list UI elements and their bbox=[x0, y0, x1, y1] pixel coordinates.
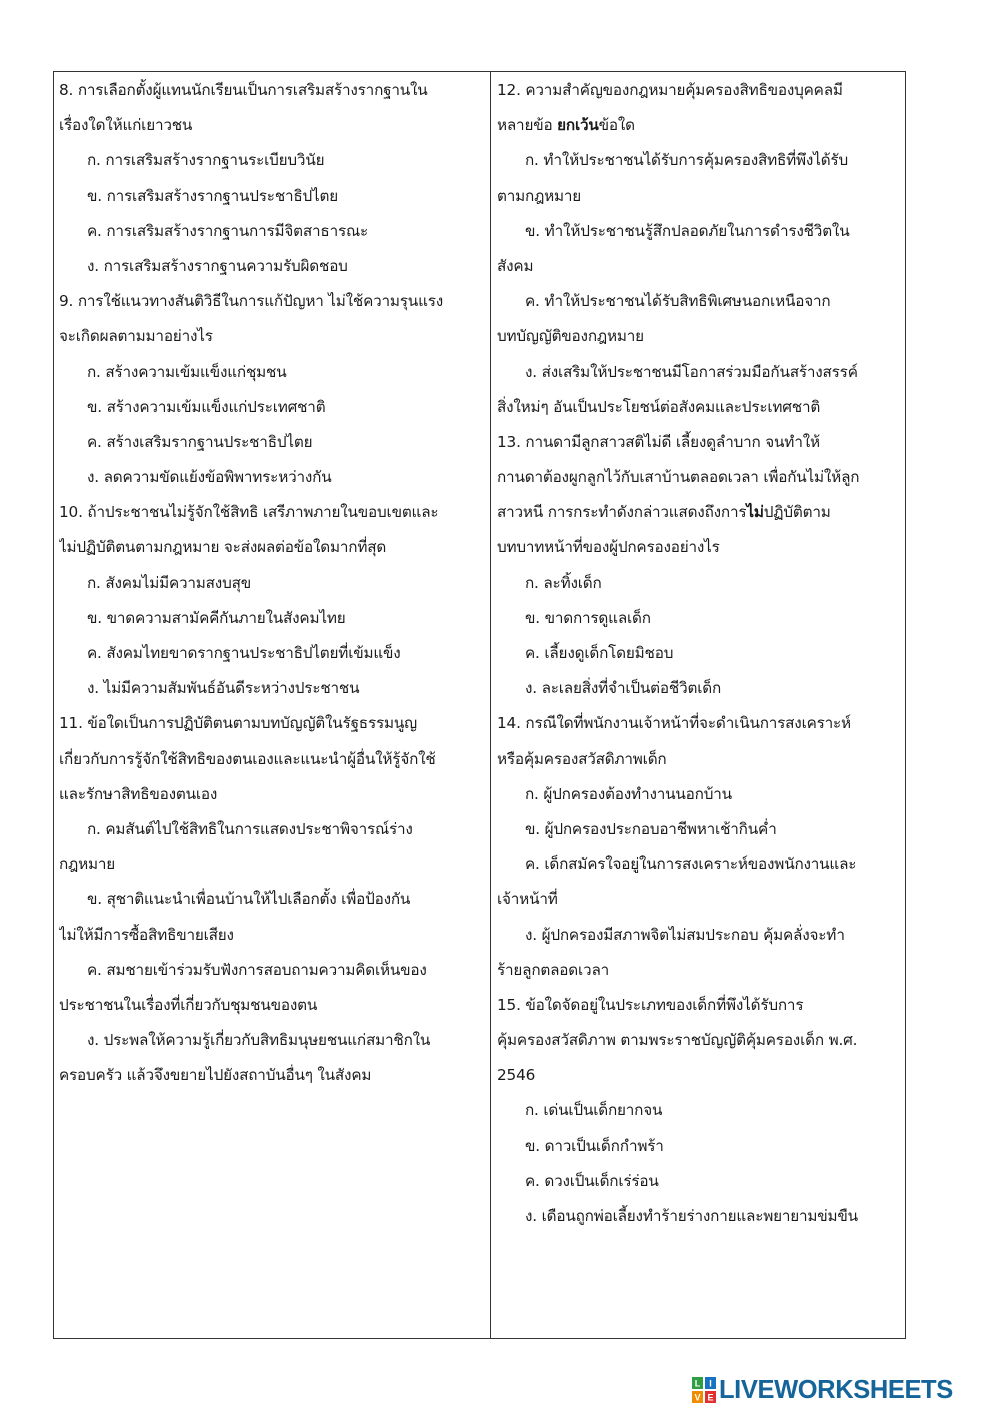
choice-b: ข. ดาวเป็นเด็กกำพร้า bbox=[525, 1136, 664, 1155]
question-text: หรือคุ้มครองสวัสดิภาพเด็ก bbox=[497, 749, 667, 768]
choice-a-cont: ตามกฎหมาย bbox=[497, 186, 582, 205]
liveworksheets-brand[interactable] bbox=[692, 1375, 953, 1405]
svg-text:I: I bbox=[709, 1378, 712, 1389]
choice-d: ง. ผู้ปกครองมีสภาพจิตไม่สมประกอบ คุ้มคลั่งจะทำ bbox=[525, 925, 845, 944]
question-text: 15. ข้อใดจัดอยู่ในประเภทของเด็กที่พึงได้รับการ bbox=[497, 995, 804, 1014]
choice-c: ค. การเสริมสร้างรากฐานการมีจิตสาธารณะ bbox=[87, 221, 368, 240]
choice-d-cont: ครอบครัว แล้วจึงขยายไปยังสถาบันอื่นๆ ในสังคม bbox=[59, 1066, 372, 1085]
choice-d-cont: สิ่งใหม่ๆ อันเป็นประโยชน์ต่อสังคมและประเทศชาติ bbox=[497, 397, 821, 416]
brand-name: LIVEWORKSHEETS bbox=[719, 1375, 953, 1404]
choice-b-cont: ไม่ให้มีการซื้อสิทธิขายเสียง bbox=[59, 925, 234, 944]
question-text: ไม่ปฏิบัติตนตามกฎหมาย จะส่งผลต่อข้อใดมากที่สุด bbox=[59, 538, 387, 557]
question-text: 14. กรณีใดที่พนักงานเจ้าหน้าที่จะดำเนินการสงเคราะห์ bbox=[497, 714, 851, 733]
choice-c: ค. สมชายเข้าร่วมรับฟังการสอบถามความคิดเห็นของ bbox=[87, 960, 427, 979]
choice-c: ค. เด็กสมัครใจอยู่ในการสงเคราะห์ของพนักงานและ bbox=[525, 855, 857, 874]
question-11 bbox=[59, 706, 486, 1093]
choice-c: ค. เลี้ยงดูเด็กโดยมิชอบ bbox=[525, 644, 674, 662]
choice-b: ข. สร้างความเข้มแข็งแก่ประเทศชาติ bbox=[87, 397, 326, 416]
question-text: เกี่ยวกับการรู้จักใช้สิทธิของตนเองและแนะนำผู้อื่นให้รู้จักใช้ bbox=[59, 749, 436, 768]
question-text: เรื่องใดให้แก่เยาวชน bbox=[59, 116, 193, 135]
choice-c: ค. ดวงเป็นเด็กเร่ร่อน bbox=[525, 1171, 659, 1190]
text-run: หลายข้อ bbox=[497, 116, 558, 135]
choice-b: ข. สุชาติแนะนำเพื่อนบ้านให้ไปเลือกตั้ง เพื่อป้องกัน bbox=[87, 890, 411, 909]
question-text bbox=[497, 495, 901, 530]
choice-d: ง. ประพลให้ความรู้เกี่ยวกับสิทธิมนุษยชนแก่สมาชิกใน bbox=[87, 1031, 431, 1050]
worksheet-table bbox=[53, 71, 906, 1339]
question-10 bbox=[59, 495, 486, 706]
choice-a-cont: กฎหมาย bbox=[59, 855, 116, 874]
question-text: จะเกิดผลตามมาอย่างไร bbox=[59, 327, 213, 346]
text-run: สาวหนี การกระทำดังกล่าวแสดงถึงการ bbox=[497, 503, 747, 522]
left-column bbox=[54, 72, 491, 1338]
choice-b: ข. ผู้ปกครองประกอบอาชีพหาเช้ากินค่ำ bbox=[525, 819, 777, 838]
choice-d: ง. ส่งเสริมให้ประชาชนมีโอกาสร่วมมือกันสร้างสรรค์ bbox=[525, 362, 858, 381]
question-text: 13. กานดามีลูกสาวสติไม่ดี เลี้ยงดูลำบาก จนทำให้ bbox=[497, 432, 820, 451]
choice-d-cont: ร้ายลูกตลอดเวลา bbox=[497, 960, 610, 979]
question-text: 11. ข้อใดเป็นการปฏิบัติตนตามบทบัญญัติในรัฐธรรมนูญ bbox=[59, 714, 417, 733]
choice-a: ก. คมสันต์ไปใช้สิทธิในการแสดงประชาพิจารณ์ร่าง bbox=[87, 819, 413, 838]
choice-a: ก. ละทิ้งเด็ก bbox=[525, 573, 602, 592]
choice-a: ก. ทำให้ประชาชนได้รับการคุ้มครองสิทธิที่พึงได้รับ bbox=[525, 151, 848, 170]
right-column bbox=[491, 72, 905, 1338]
choice-a: ก. การเสริมสร้างรากฐานระเบียบวินัย bbox=[87, 151, 325, 170]
choice-b-cont: สังคม bbox=[497, 256, 534, 275]
svg-text:L: L bbox=[694, 1378, 701, 1389]
question-text: และรักษาสิทธิของตนเอง bbox=[59, 784, 218, 803]
choice-b: ข. ขาดความสามัคคีกันภายในสังคมไทย bbox=[87, 608, 346, 627]
choice-a: ก. ผู้ปกครองต้องทำงานนอกบ้าน bbox=[525, 784, 732, 803]
question-15 bbox=[497, 988, 901, 1234]
question-14 bbox=[497, 706, 901, 988]
choice-b: ข. ขาดการดูแลเด็ก bbox=[525, 608, 651, 627]
emphasis-text: ยกเว้น bbox=[557, 116, 599, 135]
choice-d: ง. ไม่มีความสัมพันธ์อันดีระหว่างประชาชน bbox=[87, 679, 360, 698]
choice-c: ค. สร้างเสริมรากฐานประชาธิปไตย bbox=[87, 432, 313, 451]
question-13 bbox=[497, 425, 901, 707]
choice-a: ก. เด่นเป็นเด็กยากจน bbox=[525, 1101, 663, 1120]
question-9 bbox=[59, 284, 486, 495]
question-text: 12. ความสำคัญของกฎหมายคุ้มครองสิทธิของบุคคลมี bbox=[497, 81, 843, 99]
choice-c: ค. สังคมไทยขาดรากฐานประชาธิปไตยที่เข้มแข็ง bbox=[87, 644, 401, 662]
choice-d: ง. เดือนถูกพ่อเลี้ยงทำร้ายร่างกายและพยายามข่มขืน bbox=[525, 1207, 858, 1225]
text-run: ปฏิบัติตาม bbox=[763, 503, 831, 522]
choice-d: ง. ลดความขัดแย้งข้อพิพาทระหว่างกัน bbox=[87, 468, 332, 487]
question-text bbox=[497, 108, 901, 143]
choice-c-cont: เจ้าหน้าที่ bbox=[497, 890, 558, 909]
question-12 bbox=[497, 73, 901, 425]
question-text: คุ้มครองสวัสดิภาพ ตามพระราชบัญญัติคุ้มครองเด็ก พ.ศ. bbox=[497, 1031, 858, 1050]
choice-b: ข. ทำให้ประชาชนรู้สึกปลอดภัยในการดำรงชีวิตใน bbox=[525, 221, 850, 240]
choice-d: ง. การเสริมสร้างรากฐานความรับผิดชอบ bbox=[87, 256, 348, 275]
text-run: ข้อใด bbox=[598, 116, 635, 135]
emphasis-text: ไม่ bbox=[746, 503, 764, 522]
svg-text:V: V bbox=[694, 1392, 701, 1403]
choice-c: ค. ทำให้ประชาชนได้รับสิทธิพิเศษนอกเหนือจาก bbox=[525, 292, 831, 311]
choice-d: ง. ละเลยสิ่งที่จำเป็นต่อชีวิตเด็ก bbox=[525, 679, 722, 698]
choice-b: ข. การเสริมสร้างรากฐานประชาธิปไตย bbox=[87, 186, 339, 205]
choice-a: ก. สร้างความเข้มแข็งแก่ชุมชน bbox=[87, 362, 287, 381]
question-text: 9. การใช้แนวทางสันติวิธีในการแก้ปัญหา ไม่ใช้ความรุนแรง bbox=[59, 292, 444, 311]
choice-a: ก. สังคมไม่มีความสงบสุข bbox=[87, 573, 251, 592]
choice-c-cont: ประชาชนในเรื่องที่เกี่ยวกับชุมชนของตน bbox=[59, 995, 318, 1014]
question-text: กานดาต้องผูกลูกไว้กับเสาบ้านตลอดเวลา เพื่อกันไม่ให้ลูก bbox=[497, 468, 860, 487]
question-text: 8. การเลือกตั้งผู้แทนนักเรียนเป็นการเสริมสร้างรากฐานใน bbox=[59, 81, 428, 99]
question-text: 2546 bbox=[497, 1066, 536, 1085]
svg-text:E: E bbox=[707, 1392, 714, 1403]
question-text: บทบาทหน้าที่ของผู้ปกครองอย่างไร bbox=[497, 538, 720, 557]
question-8 bbox=[59, 73, 486, 284]
liveworksheets-logo-icon bbox=[692, 1377, 716, 1403]
choice-c-cont: บทบัญญัติของกฎหมาย bbox=[497, 327, 644, 346]
question-text: 10. ถ้าประชาชนไม่รู้จักใช้สิทธิ เสรีภาพภายในขอบเขตและ bbox=[59, 503, 439, 522]
